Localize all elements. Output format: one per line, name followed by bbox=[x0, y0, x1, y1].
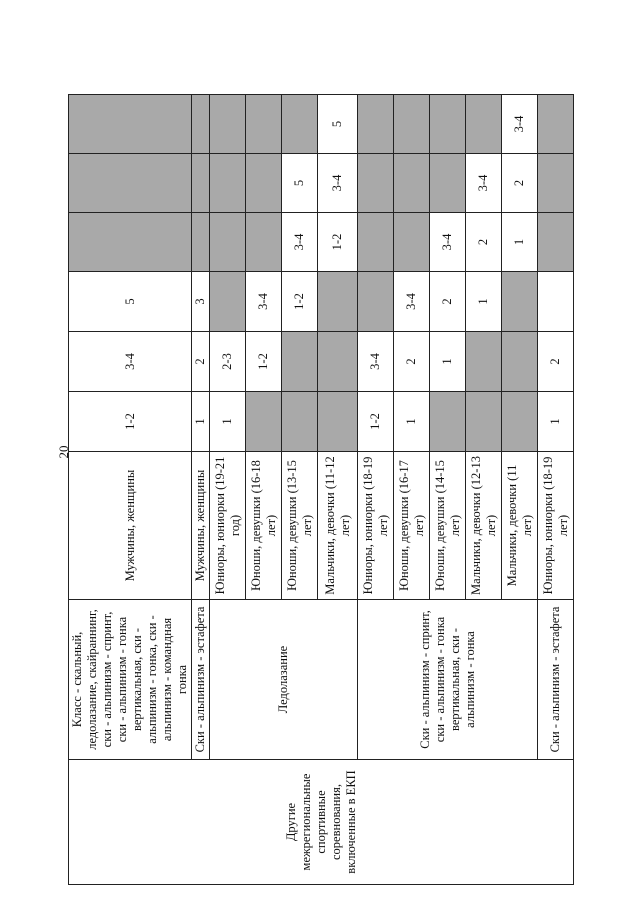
place-cell: 3-4 bbox=[394, 272, 430, 332]
place-cell: 1 bbox=[430, 332, 466, 392]
place-cell bbox=[210, 154, 246, 213]
age-cell: Мальчики, девочки (11 лет) bbox=[502, 452, 538, 600]
place-cell bbox=[358, 213, 394, 272]
age-cell: Юниоры, юниорки (19-21 год) bbox=[210, 452, 246, 600]
place-cell: 3 bbox=[192, 272, 210, 332]
place-cell bbox=[246, 95, 282, 154]
place-cell: 1 bbox=[538, 392, 574, 452]
place-cell: 2 bbox=[502, 154, 538, 213]
place-cell: 2 bbox=[466, 213, 502, 272]
place-cell: 2 bbox=[430, 272, 466, 332]
place-cell bbox=[318, 392, 358, 452]
place-cell: 2 bbox=[538, 332, 574, 392]
place-cell bbox=[502, 272, 538, 332]
place-cell: 1-2 bbox=[282, 272, 318, 332]
place-cell: 1 bbox=[192, 392, 210, 452]
place-cell bbox=[502, 392, 538, 452]
place-header-cell: 5 bbox=[69, 272, 192, 332]
page-number: 20 bbox=[56, 445, 71, 459]
place-cell bbox=[318, 272, 358, 332]
place-cell: 2-3 bbox=[210, 332, 246, 392]
place-cell bbox=[466, 392, 502, 452]
place-cell bbox=[394, 213, 430, 272]
age-cell: Мальчики, девочки (12-13 лет) bbox=[466, 452, 502, 600]
age-header-cell: Мужчины, женщины bbox=[69, 452, 192, 600]
place-cell bbox=[430, 392, 466, 452]
place-cell: 3-4 bbox=[466, 154, 502, 213]
place-cell bbox=[192, 95, 210, 154]
place-cell: 2 bbox=[394, 332, 430, 392]
place-cell bbox=[210, 213, 246, 272]
place-cell: 1 bbox=[466, 272, 502, 332]
place-cell bbox=[192, 154, 210, 213]
place-cell bbox=[210, 95, 246, 154]
discipline-cell: Ски - альпинизм - эстафета bbox=[538, 600, 574, 760]
place-cell bbox=[282, 392, 318, 452]
discipline-cell: Ледолазание bbox=[210, 600, 358, 760]
place-cell bbox=[318, 332, 358, 392]
place-cell bbox=[394, 95, 430, 154]
place-cell bbox=[538, 213, 574, 272]
discipline-cell: Ски - альпинизм - эстафета bbox=[192, 600, 210, 760]
place-cell: 1-2 bbox=[246, 332, 282, 392]
place-cell bbox=[358, 95, 394, 154]
place-cell: 3-4 bbox=[246, 272, 282, 332]
place-cell bbox=[538, 272, 574, 332]
place-cell bbox=[282, 95, 318, 154]
place-cell: 5 bbox=[318, 95, 358, 154]
place-cell bbox=[246, 392, 282, 452]
place-cell bbox=[430, 154, 466, 213]
place-cell bbox=[358, 154, 394, 213]
place-cell: 2 bbox=[192, 332, 210, 392]
ranking-table bbox=[68, 94, 574, 885]
place-cell bbox=[466, 332, 502, 392]
place-cell bbox=[538, 95, 574, 154]
place-cell bbox=[282, 332, 318, 392]
place-header-cell: 3-4 bbox=[69, 332, 192, 392]
place-cell bbox=[538, 154, 574, 213]
group-label-cell: Другие межрегиональные спортивные соревнования, включенные в ЕКП bbox=[69, 760, 574, 885]
place-header-cell: 1-2 bbox=[69, 392, 192, 452]
place-cell bbox=[246, 154, 282, 213]
age-cell: Юноши, девушки (16-18 лет) bbox=[246, 452, 282, 600]
age-cell: Мужчины, женщины bbox=[192, 452, 210, 600]
place-cell: 1 bbox=[210, 392, 246, 452]
class-header-cell: Класс - скальный, ледолазание, скайраннинг, ски - альпинизм - спринт, ски - альпинизм - гонка вертикальная, ски - альпинизм - гонка, ски - альпинизм - командная гонка bbox=[69, 600, 192, 760]
place-cell: 1-2 bbox=[318, 213, 358, 272]
place-cell: 3-4 bbox=[358, 332, 394, 392]
place-cell: 3-4 bbox=[430, 213, 466, 272]
place-cell bbox=[394, 154, 430, 213]
age-cell: Юноши, девушки (13-15 лет) bbox=[282, 452, 318, 600]
place-cell bbox=[210, 272, 246, 332]
age-cell: Юноши, девушки (16-17 лет) bbox=[394, 452, 430, 600]
place-cell bbox=[430, 95, 466, 154]
table-header-row bbox=[69, 95, 192, 885]
rotated-table-wrapper bbox=[68, 95, 570, 885]
place-header-cell bbox=[69, 95, 192, 154]
place-cell: 1-2 bbox=[358, 392, 394, 452]
place-cell: 3-4 bbox=[318, 154, 358, 213]
place-cell: 1 bbox=[394, 392, 430, 452]
place-header-cell bbox=[69, 154, 192, 213]
age-cell: Юноши, девушки (14-15 лет) bbox=[430, 452, 466, 600]
place-cell bbox=[192, 213, 210, 272]
place-cell: 5 bbox=[282, 154, 318, 213]
age-cell: Мальчики, девочки (11-12 лет) bbox=[318, 452, 358, 600]
place-cell bbox=[466, 95, 502, 154]
age-cell: Юниоры, юниорки (18-19 лет) bbox=[538, 452, 574, 600]
age-cell: Юниоры, юниорки (18-19 лет) bbox=[358, 452, 394, 600]
place-cell: 3-4 bbox=[282, 213, 318, 272]
place-cell: 3-4 bbox=[502, 95, 538, 154]
place-cell bbox=[246, 213, 282, 272]
place-cell bbox=[502, 332, 538, 392]
place-cell bbox=[358, 272, 394, 332]
discipline-cell: Ски - альпинизм - спринт, ски - альпинизм - гонка вертикальная, ски - альпинизм - гонка bbox=[358, 600, 538, 760]
place-header-cell bbox=[69, 213, 192, 272]
place-cell: 1 bbox=[502, 213, 538, 272]
